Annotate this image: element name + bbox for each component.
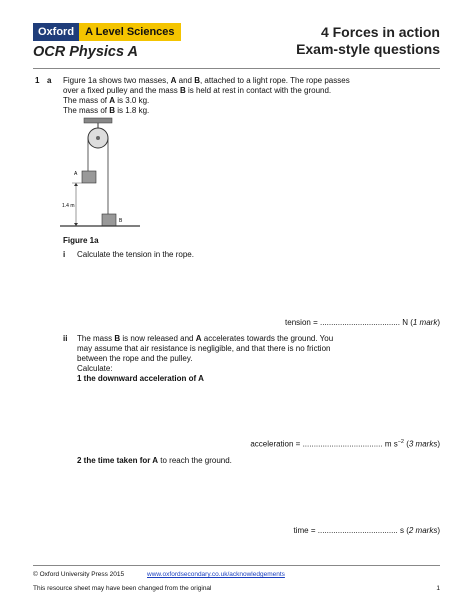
chapter-title (296, 24, 440, 58)
pulley-axle (96, 136, 100, 140)
footer-note: This resource sheet may have been changed from the original (33, 585, 212, 592)
question-part: a (47, 76, 52, 85)
footer-divider (33, 565, 440, 566)
chapter-line-1: 4 Forces in action (320, 24, 440, 40)
part-ii-label: ii (63, 334, 68, 343)
figure-label-b: B (119, 218, 123, 224)
copyright-text: © Oxford University Press 2015 (33, 571, 125, 578)
time-answer-line: time = .................................... s (2 marks) (293, 526, 440, 535)
header-divider (33, 68, 440, 69)
chapter-line-2: Exam-style questions (296, 41, 440, 57)
acknowledgements-link[interactable]: www.oxfordsecondary.co.uk/acknowledgements (147, 571, 285, 578)
series-banner (33, 23, 181, 41)
question-number: 1 (35, 76, 40, 85)
acceleration-answer-line: acceleration = .................................... m $s^{-2}$ (3 marks) (250, 439, 440, 449)
figure-height-label: 1.4 m (62, 203, 75, 209)
pulley-diagram (60, 116, 140, 234)
page-number: 1 (436, 585, 440, 592)
question-intro: Figure 1a shows two masses, A and B, attached to a light rope. The rope passes over a fixed pulley and the mass B is held at rest in contact with the ground. The mass of A is 3.0 kg. The mass of B is 1.8 kg. (63, 76, 350, 115)
ceiling-support (84, 118, 112, 123)
mass-b-block (102, 214, 116, 226)
tension-answer-line: tension = .................................... N (1 mark) (285, 318, 440, 327)
subject-title: OCR Physics A (33, 44, 139, 60)
height-arrow-top (74, 183, 78, 186)
figure-caption: Figure 1a (63, 236, 99, 245)
part-i-text: Calculate the tension in the rope. (77, 250, 194, 259)
series-label: A Level Sciences (79, 23, 180, 41)
part-ii-text: The mass B is now released and A accelerates towards the ground. You may assume that air resistance is negligible, and that there is no friction between the rope and the pulley. Calculate: 1 the downward acceleration of A (77, 334, 334, 383)
brand-label: Oxford (33, 23, 79, 41)
part-ii-sub2-text: 2 the time taken for A to reach the ground. (77, 456, 232, 465)
figure-label-a: A (74, 171, 78, 177)
mass-a-block (82, 171, 96, 183)
part-i-label: i (63, 250, 66, 259)
